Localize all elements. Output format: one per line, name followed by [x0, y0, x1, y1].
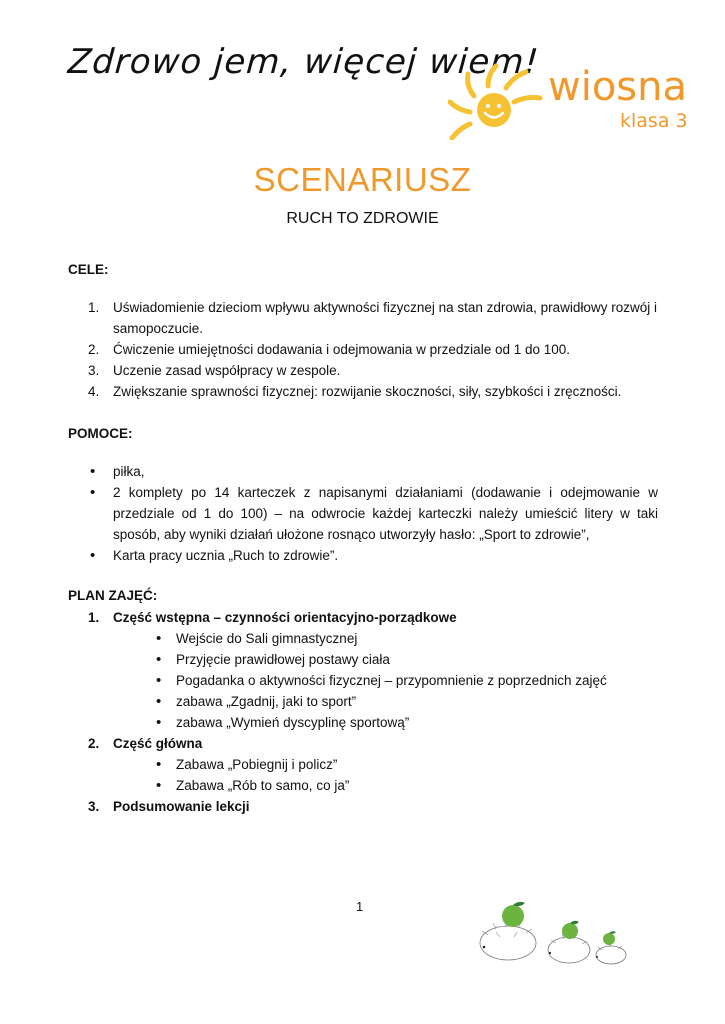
- hedgehog-apple-icon: [466, 895, 636, 970]
- plan-list: [88, 607, 658, 817]
- list-item: • zabawa „Zgadnij, jaki to sport”: [156, 691, 658, 712]
- sun-icon: [448, 62, 548, 140]
- document-subtitle: RUCH TO ZDROWIE: [286, 210, 439, 227]
- pomoce-heading: POMOCE:: [68, 426, 133, 441]
- page-number: 1: [356, 899, 364, 914]
- document-title: SCENARIUSZ: [253, 161, 472, 198]
- cele-heading: CELE:: [68, 262, 109, 277]
- list-item: 2. Ćwiczenie umiejętności dodawania i odejmowania w przedziale od 1 do 100.: [88, 342, 571, 357]
- list-item: • Zabawa „Pobiegnij i policz”: [156, 754, 658, 775]
- list-item: • 2 komplety po 14 karteczek z napisanymi działaniami (dodawanie i odejmowanie w przedziale od 1 do 100) – na odwrocie każdej karteczki należy umieścić litery w taki sposób, aby wyniki działań ułożone rosnąco utworzyły hasło: „Sport to zdrowie”,: [88, 482, 658, 545]
- plan-part: 3. Podsumowanie lekcji: [88, 799, 250, 814]
- list-item: 3. Uczenie zasad współpracy w zespole.: [88, 363, 341, 378]
- list-item: 4. Zwiększanie sprawności fizycznej: rozwijanie skoczności, siły, szybkości i zręczności.: [88, 384, 622, 399]
- plan-part: 1. Część wstępna – czynności orientacyjno-porządkowe • Wejście do Sali gimnastycznej • Przyjęcie prawidłowej postawy ciała • Pogadanka o aktywności fizycznej – przypomnienie z poprzednich zajęć • zabawa „Zgadnij, jaki to sport” • zabawa „Wymień dyscyplinę sportową”: [88, 607, 658, 733]
- plan-heading: PLAN ZAJĘĆ:: [68, 588, 158, 603]
- pomoce-list: [88, 461, 658, 566]
- list-item: 1. Uświadomienie dzieciom wpływu aktywności fizycznej na stan zdrowia, prawidłowy rozwój i samopoczucie.: [88, 300, 657, 336]
- wiosna-logo: [448, 62, 688, 140]
- list-item: • Zabawa „Rób to samo, co ja”: [156, 775, 658, 796]
- list-item: • Pogadanka o aktywności fizycznej – przypomnienie z poprzednich zajęć: [156, 670, 658, 691]
- list-item: • piłka,: [88, 461, 658, 482]
- handwritten-title: Zdrowo jem, więcej wiem!: [66, 42, 541, 82]
- cele-list: [88, 297, 658, 402]
- list-item: • Wejście do Sali gimnastycznej: [156, 628, 658, 649]
- list-item: • Przyjęcie prawidłowej postawy ciała: [156, 649, 658, 670]
- logo-grade: klasa 3: [620, 110, 688, 132]
- logo-word: wiosna: [548, 64, 688, 110]
- list-item: • zabawa „Wymień dyscyplinę sportową”: [156, 712, 658, 733]
- list-item: • Karta pracy ucznia „Ruch to zdrowie”.: [88, 545, 658, 566]
- plan-part: 2. Część główna • Zabawa „Pobiegnij i policz” • Zabawa „Rób to samo, co ja”: [88, 733, 658, 796]
